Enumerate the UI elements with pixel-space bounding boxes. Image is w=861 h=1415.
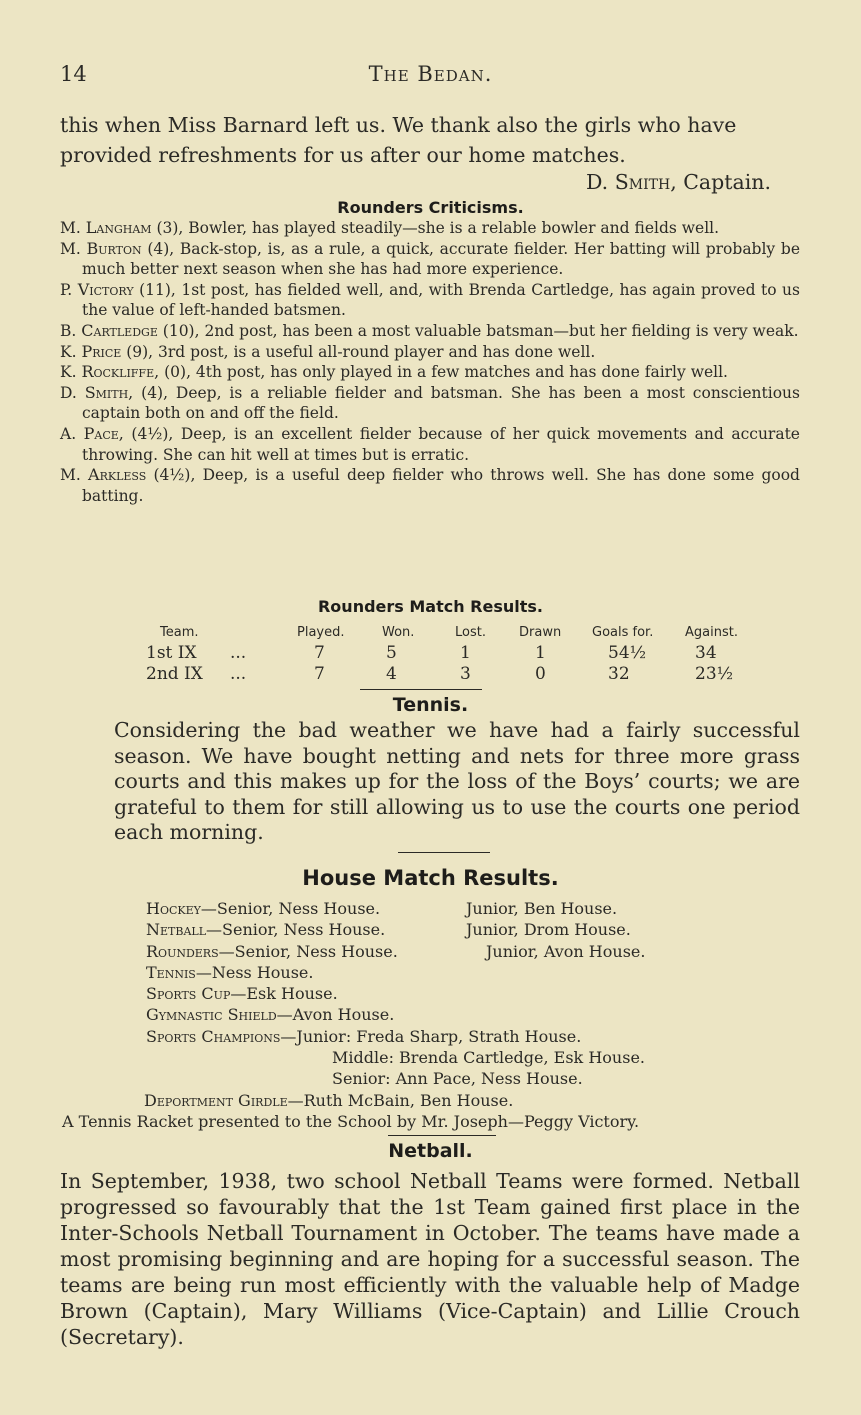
list-item: Sports Champions—Junior: Freda Sharp, Strath House.	[146, 1026, 582, 1046]
section-divider	[388, 1135, 496, 1136]
house-results-heading: House Match Results.	[302, 866, 559, 890]
tennis-paragraph: Considering the bad weather we have had a fairly successful season. We have bought netting and nets for three more grass courts and this makes up for the loss of the Boys’ courts; we are grateful to them for still allowing us to use the courts one period each morning.	[114, 718, 800, 844]
page: 14 The Bedan. this when Miss Barnard left us. We thank also the girls who have provided refreshments for us after our home matches. D. Smith, Captain. Rounders Criticisms. M. Langham (3), Bowler, has played steadily—she is a relable bowler and fields well. M. Burton (4), Back-stop, is, as a rule, a quick, accurate fielder. Her batting will probably be much better next season when she has had more experience. P. Victory (11), 1st post, has fielded well, and, with Brenda Cartledge, has again proved to us the value of left-handed batsmen. B. Cartledge (10), 2nd post, has been a most valuable batsman—but her fielding is very weak. K. Price (9), 3rd post, is a useful all-round player and has done well. K. Rockliffe, (0), 4th post, has only played in a few matches and has done fairly well. D. Smith, (4), Deep, is a reliable fielder and batsman. She has been a most conscientious captain both on and off the field. A. Pace, (4½), Deep, is an excellent fielder because of her quick movements and accurate throwing. She can hit well at times but is erratic. M. Arkless (4½), Deep, is a useful deep fielder who throws well. She has done some good batting. Rounders Match Results. Team. Played. Won. Lost. Drawn Goals for. Against. 1st IX ... 7 5 1 1 54½ 34 2nd IX ... 7 4 3 0 32 23½ Tennis. Considering the bad weather we have had a fairly successful season. We have bought netting and nets for three more grass courts and this makes up for the loss of the Boys’ courts; we are grateful to them for still allowing us to use the courts one period each morning. House Match Results. Hockey—Senior, Ness House. Junior, Ben House. Netball—Senior, Ness House. Junior, Drom House. Rounders—Senior, Ness House. Junior, Avon House. Tennis—Ness House. Sports Cup—Esk House. Gymnastic Shield—Avon House. Sports Champions—Junior: Freda Sharp, Strath House. Middle: Brenda Cartledge, Esk House. Senior: Ann Pace, Ness House. Deportment Girdle—Ruth McBain, Ben House. A Tennis Racket presented to the School by Mr. Joseph—Peggy Victory. Netball. In September, 1938, two school Netball Teams were formed. Netball progressed so favourably that the 1st Team gained first place in the Inter-Schools Netball Tournament in October. The teams have made a most promising beginning and are hoping for a successful season. The teams are being run most efficiently with the valuable help of Madge Brown (Captain), Mary Williams (Vice-Captain) and Lillie Crouch (Secretary).	[0, 0, 861, 1415]
criticism-item: M. Burton (4), Back-stop, is, as a rule, a quick, accurate fielder. Her batting will probably be much better next season when she has had more experience.	[60, 238, 800, 279]
col-lost: Lost.	[455, 625, 486, 640]
page-header	[0, 62, 861, 92]
captain-signature	[586, 170, 771, 194]
list-item: Hockey—Senior, Ness House. Junior, Ben House.	[146, 899, 618, 918]
signature-name: Smith	[614, 170, 671, 194]
section-divider	[360, 689, 482, 690]
col-against: Against.	[685, 625, 738, 640]
signature-initial: D.	[585, 170, 609, 194]
col-won: Won.	[382, 625, 415, 640]
page-number: 14	[60, 62, 87, 86]
criticism-item: A. Pace, (4½), Deep, is an excellent fielder because of her quick movements and accurate throwing. She can hit well at times but is erratic.	[60, 423, 800, 464]
rounders-criticisms-list	[60, 218, 800, 506]
list-item: Tennis—Ness House.	[146, 962, 314, 982]
list-item: Senior: Ann Pace, Ness House.	[332, 1069, 583, 1089]
criticism-item: B. Cartledge (10), 2nd post, has been a most valuable batsman—but her fielding is very weak.	[60, 320, 799, 340]
list-item: A Tennis Racket presented to the School by Mr. Joseph—Peggy Victory.	[62, 1111, 640, 1131]
criticism-item: K. Rockliffe, (0), 4th post, has only played in a few matches and has done fairly well.	[60, 362, 728, 382]
col-played: Played.	[297, 625, 345, 640]
criticism-item: P. Victory (11), 1st post, has fielded well, and, with Brenda Cartledge, has again proved to us the value of left-handed batsmen.	[60, 279, 800, 320]
criticism-item: M. Arkless (4½), Deep, is a useful deep fielder who throws well. She has done some good batting.	[60, 465, 800, 505]
section-divider	[398, 852, 490, 853]
criticism-item: K. Price (9), 3rd post, is a useful all-round player and has done well.	[60, 341, 596, 361]
col-team: Team.	[160, 625, 199, 640]
rounders-results-heading: Rounders Match Results.	[317, 597, 543, 616]
criticism-item: D. Smith, (4), Deep, is a reliable fielder and batsman. She has been a most conscientious captain both on and off the field.	[60, 382, 800, 423]
col-goals-for: Goals for.	[592, 625, 654, 640]
col-drawn: Drawn	[519, 625, 562, 640]
netball-heading: Netball.	[388, 1140, 473, 1162]
list-item: Deportment Girdle—Ruth McBain, Ben House.	[144, 1090, 514, 1110]
house-results-list	[62, 898, 861, 1132]
list-item: Netball—Senior, Ness House. Junior, Drom House.	[146, 920, 631, 940]
list-item: Middle: Brenda Cartledge, Esk House.	[332, 1048, 645, 1068]
signature-role: , Captain.	[670, 170, 771, 194]
criticism-item: M. Langham (3), Bowler, has played steadily—she is a relable bowler and fields well.	[60, 218, 720, 237]
list-item: Sports Cup—Esk House.	[146, 984, 338, 1004]
tennis-heading: Tennis.	[392, 694, 469, 716]
intro-paragraph: this when Miss Barnard left us. We thank also the girls who have provided refreshments for us after our home matches.	[60, 113, 737, 167]
running-title: The Bedan.	[368, 62, 493, 86]
list-item: Gymnastic Shield—Avon House.	[146, 1005, 395, 1025]
list-item: Rounders—Senior, Ness House. Junior, Avon House.	[146, 941, 646, 961]
netball-paragraph: In September, 1938, two school Netball Teams were formed. Netball progressed so favourably that the 1st Team gained first place in the Inter-Schools Netball Tournament in October. The teams have made a most promising beginning and are hoping for a successful season. The teams are being run most efficiently with the valuable help of Madge Brown (Captain), Mary Williams (Vice-Captain) and Lillie Crouch (Secretary).	[60, 1169, 800, 1349]
rounders-criticisms-heading: Rounders Criticisms.	[337, 198, 524, 217]
